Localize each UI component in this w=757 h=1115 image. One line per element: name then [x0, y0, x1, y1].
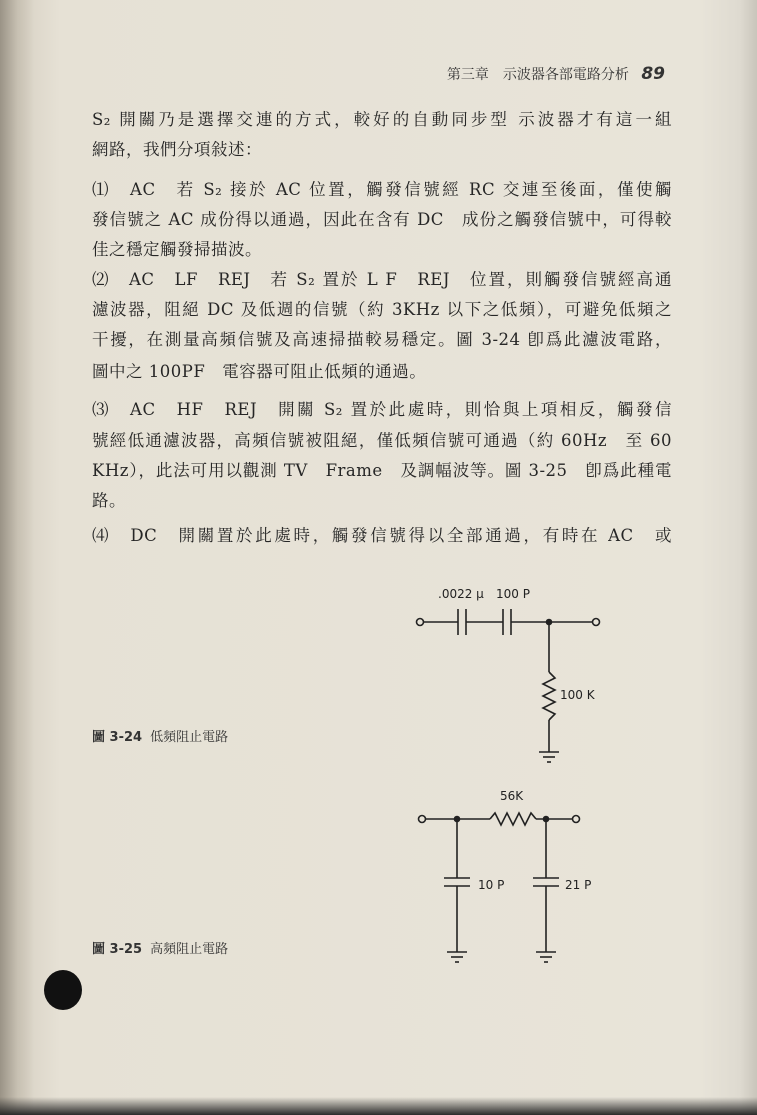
capacitor-21p-label: 21 P — [565, 878, 592, 892]
body-line: ⑴ AC 若 S₂ 接於 AC 位置，觸發信號經 RC 交連至後面，僅使觸 — [92, 180, 672, 199]
body-line: 圖中之 100PF 電容器可阻止低頻的通過。 — [92, 362, 427, 381]
body-line: 號經低通濾波器，高頻信號被阻絕，僅低頻信號可通過（約 60Hz 至 60 — [92, 431, 672, 450]
body-line: 濾波器，阻絕 DC 及低週的信號（約 3KHz 以下之低頻），可避免低頻之 — [92, 300, 672, 319]
resistor-56k-label: 56K — [500, 789, 524, 803]
resistor-56k — [490, 813, 536, 825]
figure-title: 高頻阻止電路 — [150, 942, 229, 957]
page-number: 89 — [641, 64, 665, 84]
figure-3-24-caption — [92, 726, 228, 745]
body-line: ⑷ DC 開關置於此處時，觸發信號得以全部通過，有時在 AC 或 — [92, 526, 672, 545]
body-line: 干擾，在測量高頻信號及高速掃描較易穩定。圖 3-24 卽爲此濾波電路， — [92, 330, 672, 349]
figure-3-25-caption — [92, 938, 228, 957]
binding-hole — [44, 970, 82, 1010]
output-terminal — [593, 619, 600, 626]
figure-number: 圖 3-24 — [92, 730, 143, 745]
output-terminal — [573, 816, 580, 823]
chapter-title: 第三章 示波器各部電路分析 — [446, 67, 629, 83]
figure-number: 圖 3-25 — [92, 942, 143, 957]
input-terminal — [417, 619, 424, 626]
figure-title: 低頻阻止電路 — [150, 730, 229, 745]
resistor-100k — [543, 672, 555, 720]
resistor-100k-label: 100 K — [560, 688, 595, 702]
body-line: ⑵ AC LF REJ 若 S₂ 置於 L F REJ 位置，則觸發信號經高通 — [92, 270, 672, 289]
body-line: 路。 — [92, 491, 126, 510]
page-bottom-shadow — [0, 1097, 757, 1115]
body-line: ⑶ AC HF REJ 開關 S₂ 置於此處時，則恰與上項相反，觸發信 — [92, 400, 672, 419]
capacitor-100p-label: 100 P — [496, 587, 530, 601]
capacitor-10p-label: 10 P — [478, 878, 505, 892]
body-line: S₂ 開關乃是選擇交連的方式，較好的自動同步型 示波器才有這一組 — [92, 110, 672, 129]
body-line: KHz），此法可用以觀測 TV Frame 及調幅波等。圖 3-25 卽爲此種電 — [92, 461, 672, 480]
capacitor-0022-label: .0022 μ — [438, 587, 484, 601]
body-line: 佳之穩定觸發掃描波。 — [92, 240, 262, 259]
input-terminal — [419, 816, 426, 823]
body-line: 網路，我們分項敍述： — [92, 140, 262, 159]
body-line: 發信號之 AC 成份得以通過，因此在含有 DC 成份之觸發信號中，可得較 — [92, 210, 672, 229]
